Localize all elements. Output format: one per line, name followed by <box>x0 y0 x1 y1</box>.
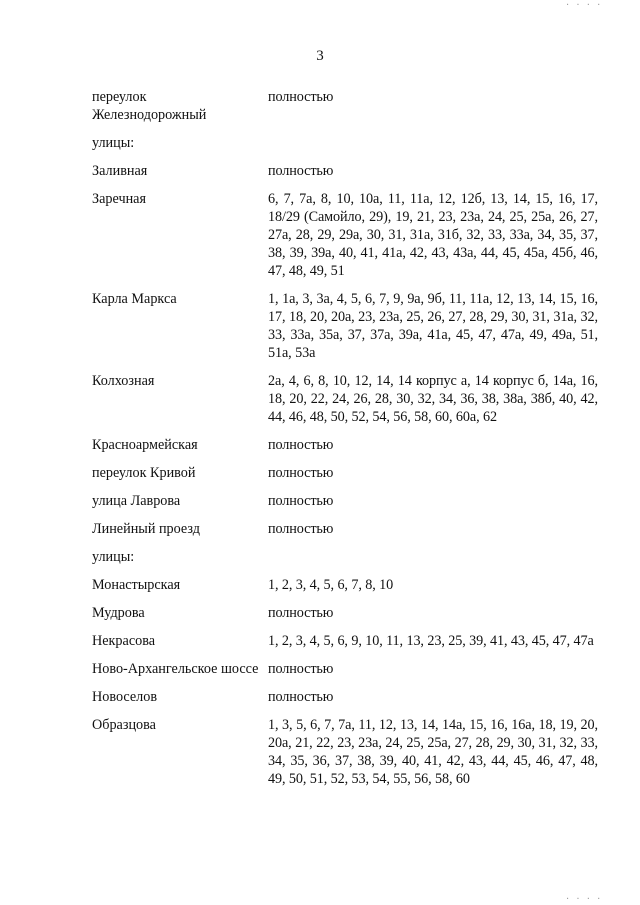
street-row <box>92 576 612 594</box>
street-name: Некрасова <box>92 633 156 649</box>
street-name: Заливная <box>92 163 148 179</box>
house-numbers: полностью <box>268 437 334 453</box>
street-name: Мудрова <box>92 605 145 621</box>
street-row <box>92 632 612 650</box>
house-numbers: полностью <box>268 689 334 705</box>
street-name: улица Лаврова <box>92 493 181 509</box>
street-row <box>92 660 612 678</box>
scan-mark-bottom: · · · · <box>566 894 603 905</box>
street-name: переулок Железнодорожный <box>92 89 207 123</box>
house-numbers: 1, 3, 5, 6, 7, 7а, 11, 12, 13, 14, 14а, 15, 16, 16а, 18, 19, 20, 20а, 21, 22, 23, 23а, 24, 25, 25а, 27, 28, 29, 30, 31, 32, 33, 34, 35, 36, 37, 38, 39, 40, 41, 42, 43, 44, 45, 46, 47, 48, 49, 50, 51, 52, 53, 54, 55, 56, 58, 60 <box>268 717 598 787</box>
street-row <box>92 716 612 788</box>
street-list <box>92 88 612 798</box>
street-row <box>92 688 612 706</box>
street-row <box>92 520 612 538</box>
house-numbers: 6, 7, 7а, 8, 10, 10а, 11, 11а, 12, 12б, 13, 14, 15, 16, 17, 18/29 (Самойло, 29), 19, 21, 23, 23а, 24, 25, 25а, 26, 27, 27а, 28, 29, 29а, 30, 31, 31а, 31б, 32, 33, 33а, 34, 35, 37, 38, 39, 39а, 40, 41, 41а, 42, 43, 43а, 44, 45, 45а, 45б, 46, 47, 48, 49, 51 <box>268 191 598 279</box>
house-numbers: полностью <box>268 89 334 105</box>
street-row <box>92 290 612 362</box>
street-row <box>92 604 612 622</box>
street-row <box>92 464 612 482</box>
house-numbers: полностью <box>268 465 334 481</box>
section-heading: улицы: <box>92 135 135 151</box>
house-numbers: полностью <box>268 163 334 179</box>
street-row <box>92 436 612 454</box>
street-row <box>92 190 612 280</box>
street-row <box>92 162 612 180</box>
street-row <box>92 372 612 426</box>
street-name: Новоселов <box>92 689 158 705</box>
street-name: Ново-Архангельское шоссе <box>92 661 259 677</box>
scan-mark-top: · · · · <box>566 0 603 11</box>
house-numbers: полностью <box>268 493 334 509</box>
house-numbers: 1, 1а, 3, 3а, 4, 5, 6, 7, 9, 9а, 9б, 11, 11а, 12, 13, 14, 15, 16, 17, 18, 20, 20а, 23, 23а, 25, 26, 27, 28, 29, 30, 31, 31а, 32, 33, 33а, 35а, 37, 37а, 39а, 41а, 45, 47, 47а, 49, 49а, 51, 51а, 53а <box>268 291 598 361</box>
street-row <box>92 88 612 124</box>
street-name: Линейный проезд <box>92 521 200 537</box>
street-row <box>92 492 612 510</box>
house-numbers: 1, 2, 3, 4, 5, 6, 7, 8, 10 <box>268 577 394 593</box>
house-numbers: полностью <box>268 605 334 621</box>
street-name: переулок Кривой <box>92 465 196 481</box>
house-numbers: полностью <box>268 521 334 537</box>
street-name: Колхозная <box>92 373 155 389</box>
street-name: Карла Маркса <box>92 291 177 307</box>
street-name: Образцова <box>92 717 156 733</box>
street-name: Заречная <box>92 191 146 207</box>
street-name: Красноармейская <box>92 437 198 453</box>
section-heading: улицы: <box>92 549 135 565</box>
house-numbers: полностью <box>268 661 334 677</box>
page-number: 3 <box>316 48 324 64</box>
house-numbers: 1, 2, 3, 4, 5, 6, 9, 10, 11, 13, 23, 25, 39, 41, 43, 45, 47, 47а <box>268 633 594 649</box>
street-name: Монастырская <box>92 577 181 593</box>
house-numbers: 2а, 4, 6, 8, 10, 12, 14, 14 корпус а, 14 корпус б, 14а, 16, 18, 20, 22, 24, 26, 28, 30, 32, 34, 36, 38, 38а, 38б, 40, 42, 44, 46, 48, 50, 52, 54, 56, 58, 60, 60а, 62 <box>268 373 598 425</box>
